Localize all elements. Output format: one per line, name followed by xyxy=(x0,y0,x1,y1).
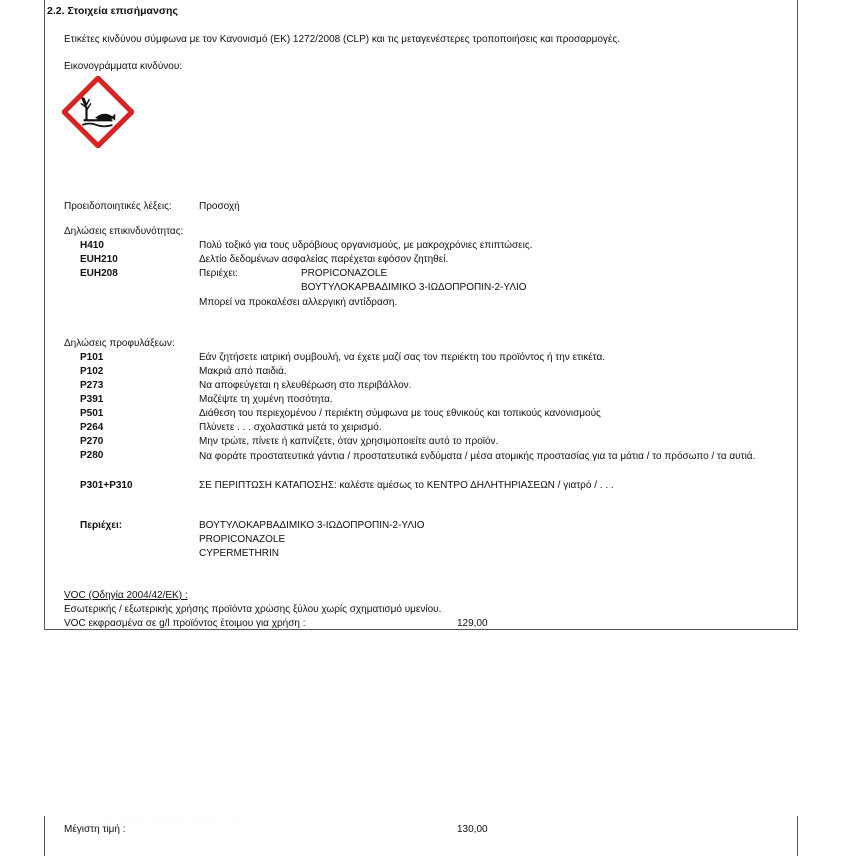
precaution-text: Να αποφεύγεται η ελευθέρωση στο περιβάλλον. xyxy=(199,380,412,391)
hazard-text: Πολύ τοξικό για τους υδρόβιους οργανισμούς, με μακροχρόνιες επιπτώσεις. xyxy=(199,240,533,251)
environment-hazard-icon xyxy=(62,76,134,148)
precaution-code: P280 xyxy=(80,450,104,461)
precaution-code: P102 xyxy=(80,366,104,377)
precaution-text: ΣΕ ΠΕΡΙΠΤΩΣΗ ΚΑΤΑΠΟΣΗΣ: καλέστε αμέσως το ΚΕΝΤΡΟ ΔΗΛΗΤΗΡΙΑΣΕΩΝ / γιατρό / . . . xyxy=(199,480,614,491)
voc-description: Εσωτερικής / εξωτερικής χρήσης προϊόντα χρώσης ξύλου χωρίς σχηματισμό υμενίου. xyxy=(64,604,442,615)
precaution-text: Μαζέψτε τη χυμένη ποσότητα. xyxy=(199,394,333,405)
hazard-code: H410 xyxy=(80,240,104,251)
precaution-code: P270 xyxy=(80,436,104,447)
euh208-substance: PROPICONAZOLE xyxy=(301,268,388,279)
voc-max-label: Μέγιστη τιμή : xyxy=(64,824,126,835)
precaution-text: Διάθεση του περιεχομένου / περιέκτη σύμφωνα με τους εθνικούς και τοπικούς κανονισμούς xyxy=(199,408,601,419)
voc-content-label: VOC εκφρασμένα σε g/l προϊόντος έτοιμου για χρήση : xyxy=(64,618,306,629)
contains-item: CYPERMETHRIN xyxy=(199,548,280,559)
precaution-text: Μακριά από παιδιά. xyxy=(199,366,287,377)
voc-heading: VOC (Οδηγία 2004/42/ΕΚ) : xyxy=(64,590,188,601)
hazard-code: EUH210 xyxy=(80,254,118,265)
hazard-code: EUH208 xyxy=(80,268,118,279)
precaution-text: Μην τρώτε, πίνετε ή καπνίζετε, όταν χρησιμοποιείτε αυτό το προϊόν. xyxy=(199,436,499,447)
euh208-note: Μπορεί να προκαλέσει αλλεργική αντίδραση. xyxy=(199,297,398,308)
signal-words-label: Προειδοποιητικές λέξεις: xyxy=(64,201,172,212)
signal-word-value: Προσοχή xyxy=(199,201,240,212)
precaution-code: P101 xyxy=(80,352,104,363)
section-title: 2.2. Στοιχεία επισήμανσης xyxy=(47,5,178,17)
precaution-code: P501 xyxy=(80,408,104,419)
euh208-substance: ΒΟΥΤΥΛΟΚΑΡΒΑΔΙΜΙΚΟ 3-ΙΩΔΟΠΡΟΠΙΝ-2-ΥΛΙΟ xyxy=(301,282,527,293)
contains-item: PROPICONAZOLE xyxy=(199,534,286,545)
hazard-text: Περιέχει: xyxy=(199,268,238,279)
precaution-code: P391 xyxy=(80,394,104,405)
voc-content-value: 129,00 xyxy=(457,618,488,629)
contains-item: ΒΟΥΤΥΛΟΚΑΡΒΑΔΙΜΙΚΟ 3-ΙΩΔΟΠΡΟΠΙΝ-2-ΥΛΙΟ xyxy=(199,520,425,531)
precaution-text: Να φοράτε προστατευτικά γάντια / προστατευτικά ενδύματα / μέσα ατομικής προστασίας για τα μάτια / το πρόσωπο / τα αυτιά. xyxy=(199,451,756,462)
hazard-text: Δελτίο δεδομένων ασφαλείας παρέχεται εφόσον ζητηθεί. xyxy=(199,254,449,265)
hazard-statements-heading: Δηλώσεις επικινδυνότητας: xyxy=(64,226,184,237)
precaution-code: P273 xyxy=(80,380,104,391)
precaution-code: P264 xyxy=(80,422,104,433)
precaution-text: Εάν ζητήσετε ιατρική συμβουλή, να έχετε μαζί σας τον περιέκτη του προϊόντος ή την ετικέτα. xyxy=(199,352,606,363)
precaution-text: Πλύνετε . . . σχολαστικά μετά το χειρισμό. xyxy=(199,422,382,433)
page-frame-top xyxy=(44,0,798,630)
faint-text-fragment: · · · · · · · · · · · · · xyxy=(110,816,239,823)
voc-max-value: 130,00 xyxy=(457,824,488,835)
precaution-code: P301+P310 xyxy=(80,480,133,491)
contains-label: Περιέχει: xyxy=(80,520,123,531)
section-intro: Ετικέτες κινδύνου σύμφωνα με τον Κανονισμό (ΕΚ) 1272/2008 (CLP) και τις μεταγενέστερες τροποποιήσεις και προσαρμογές. xyxy=(64,34,620,45)
precautionary-statements-heading: Δηλώσεις προφυλάξεων: xyxy=(64,338,175,349)
pictograms-label: Εικονογράμματα κινδύνου: xyxy=(64,61,183,72)
